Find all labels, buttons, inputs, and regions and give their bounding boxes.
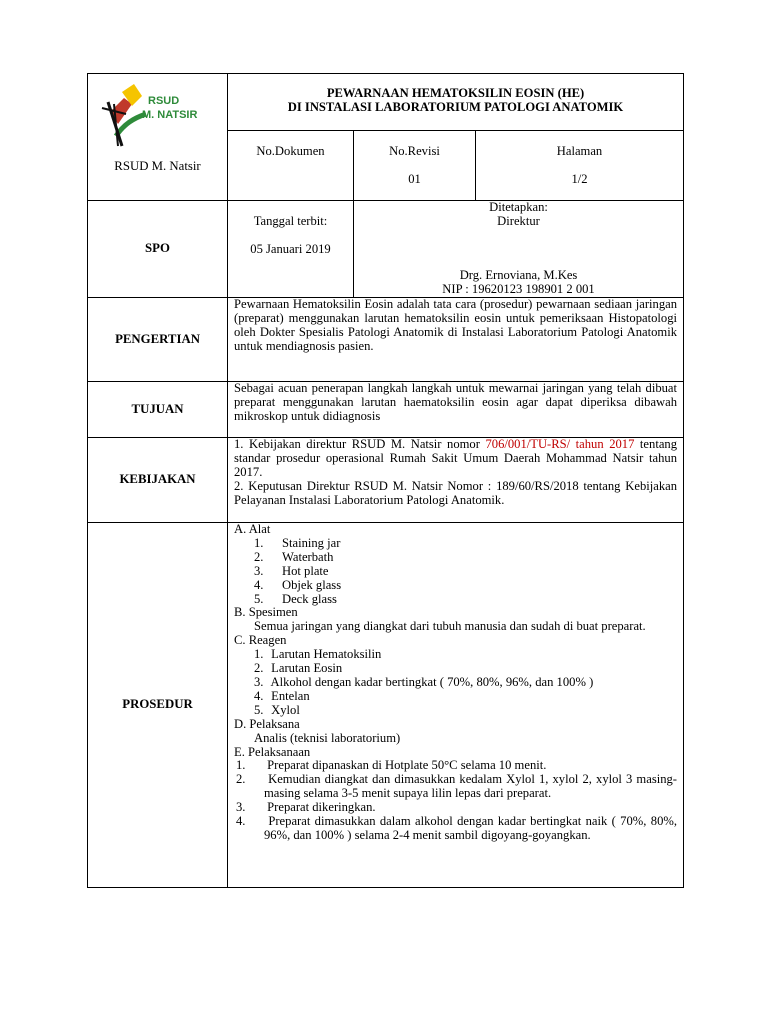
halaman-value: 1/2 xyxy=(571,171,588,186)
pengertian-text: Pewarnaan Hematoksilin Eosin adalah tata cara (prosedur) pewarnaan sediaan jaringan (preparat) menggunakan larutan hematoksilin eosin untuk pemeriksaan Histopatologi oleh Dokter Spesialis Patologi Anatomik di Instalasi Laboratorium Patologi Anatomik untuk mendiagnosis pasien. xyxy=(228,298,684,382)
logo-emblem-icon xyxy=(88,74,228,160)
list-item: 4. Preparat dimasukkan dalam alkohol dengan kadar bertingkat naik ( 70%, 80%, 96%, dan 100% ) selama 2-4 menit sambil digoyang-goyangkan. xyxy=(236,814,677,842)
rsud-logo xyxy=(88,74,227,160)
no-dokumen-cell xyxy=(228,131,354,201)
tanggal-terbit-label: Tanggal terbit: xyxy=(253,214,328,228)
list-item: 1. Staining jar xyxy=(254,535,341,550)
ditetapkan-label: Ditetapkan: xyxy=(489,200,548,214)
pengertian-label: PENGERTIAN xyxy=(88,298,228,382)
list-item: 3. Preparat dikeringkan. xyxy=(236,800,376,815)
list-item: 1. Larutan Hematoksilin xyxy=(254,647,382,662)
prosedur-e-title: E. Pelaksanaan xyxy=(234,744,311,759)
document-title xyxy=(228,74,684,131)
title-line1: PEWARNAAN HEMATOKSILIN EOSIN (HE) xyxy=(326,86,585,100)
logo-text-line2: M. NATSIR xyxy=(142,109,198,121)
kebijakan-item-2: 2. Keputusan Direktur RSUD M. Natsir Nomor : 189/60/RS/2018 tentang Kebijakan Pelayanan Instalasi Laboratorium Patologi Anatomik. xyxy=(234,478,678,507)
sop-table xyxy=(87,73,684,888)
prosedur-a-title: A. Alat xyxy=(234,522,271,536)
org-name: RSUD M. Natsir xyxy=(114,159,201,173)
tujuan-label: TUJUAN xyxy=(88,382,228,438)
no-revisi-cell xyxy=(354,131,476,201)
prosedur-b-text: Semua jaringan yang diangkat dari tubuh manusia dan sudah di buat preparat. xyxy=(254,619,646,634)
kebijakan-reference: 706/001/TU-RS/ tahun 2017 xyxy=(485,437,635,451)
list-item: 3. Hot plate xyxy=(254,563,329,578)
prosedur-d-title: D. Pelaksana xyxy=(234,716,300,731)
prosedur-b-title: B. Spesimen xyxy=(234,605,298,620)
tujuan-text: Sebagai acuan penerapan langkah langkah untuk mewarnai jaringan yang telah dibuat preparat menggunakan larutan haematoksilin eosin agar dapat diperiksa dibawah mikroskop untuk didiagnosis xyxy=(228,382,684,438)
alat-list xyxy=(234,537,677,607)
logo-cell xyxy=(88,74,228,201)
jabatan: Direktur xyxy=(497,213,540,228)
list-item: 2. Kemudian diangkat dan dimasukkan kedalam Xylol 1, xylol 2, xylol 3 masing-masing selama 3-5 menit supaya lilin lepas dari preparat. xyxy=(236,772,678,801)
list-item: 4. Entelan xyxy=(254,688,310,703)
list-item: 4. Objek glass xyxy=(254,577,342,592)
prosedur-c-title: C. Reagen xyxy=(234,633,287,648)
pelaksanaan-list xyxy=(234,759,677,842)
pejabat-name: Drg. Ernoviana, M.Kes xyxy=(459,267,578,282)
spo-label: SPO xyxy=(88,201,228,298)
list-item: 2. Waterbath xyxy=(254,549,334,564)
title-line2: DI INSTALASI LABORATORIUM PATOLOGI ANATOMIK xyxy=(287,100,624,114)
list-item: 5. Deck glass xyxy=(254,591,337,606)
no-dokumen-label: No.Dokumen xyxy=(256,144,325,158)
kebijakan-item-1: 1. Kebijakan direktur RSUD M. Natsir nomor 706/001/TU-RS/ tahun 2017 tentang standar prosedur operasional Rumah Sakit Umum Daerah Mohammad Natsir tahun 2017. xyxy=(234,437,678,479)
ditetapkan-cell xyxy=(354,201,684,298)
halaman-label: Halaman xyxy=(556,144,603,158)
tanggal-terbit-value: 05 Januari 2019 xyxy=(250,241,331,256)
prosedur-d-text: Analis (teknisi laboratorium) xyxy=(254,730,401,745)
kebijakan-label: KEBIJAKAN xyxy=(88,438,228,523)
sop-document xyxy=(87,73,683,888)
pejabat-nip: NIP : 19620123 198901 2 001 xyxy=(442,281,595,296)
reagen-list xyxy=(234,648,677,718)
no-revisi-label: No.Revisi xyxy=(389,144,440,158)
list-item: 5. Xylol xyxy=(254,702,300,717)
prosedur-label: PROSEDUR xyxy=(88,523,228,888)
halaman-cell xyxy=(476,131,684,201)
prosedur-cell xyxy=(228,523,684,888)
list-item: 3. Alkohol dengan kadar bertingkat ( 70%, 80%, 96%, dan 100% ) xyxy=(254,674,594,689)
tanggal-terbit-cell xyxy=(228,201,354,298)
kebijakan-cell xyxy=(228,438,684,523)
no-revisi-value: 01 xyxy=(408,171,421,186)
list-item: 1. Preparat dipanaskan di Hotplate 50°C selama 10 menit. xyxy=(236,758,547,773)
list-item: 2. Larutan Eosin xyxy=(254,661,343,676)
logo-text-line1: RSUD xyxy=(148,95,180,107)
